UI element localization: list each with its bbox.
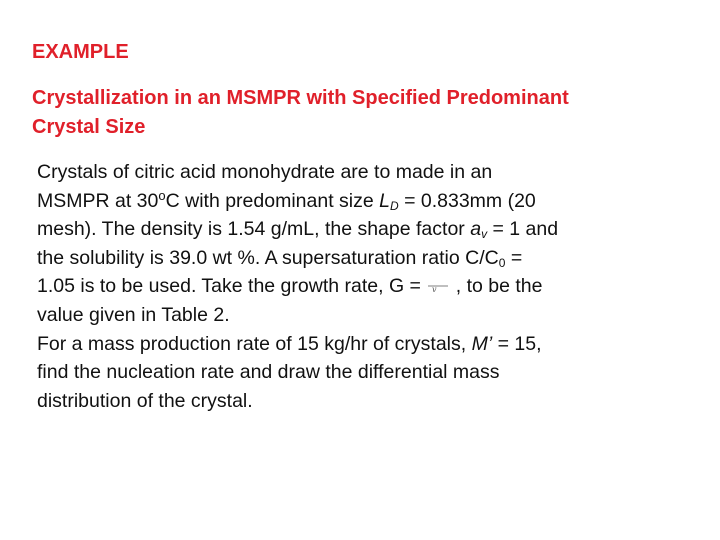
body-line-1 xyxy=(37,158,709,187)
body-text-4: the solubility is 39.0 wt %. A supersaturation ratio C/C xyxy=(37,246,499,269)
example-label: EXAMPLE xyxy=(32,41,129,63)
slide-title xyxy=(32,84,692,142)
predominant-size-subscript: D xyxy=(389,198,399,213)
body-text-5b: , to be the xyxy=(450,275,543,298)
body-line-4 xyxy=(37,244,709,273)
body-text-1: Crystals of citric acid monohydrate are to made in an xyxy=(37,161,493,183)
body-line-3 xyxy=(37,215,709,244)
body-text-4b: = xyxy=(505,246,523,269)
body-text-8: find the nucleation rate and draw the differential mass xyxy=(37,361,500,384)
body-line-7 xyxy=(37,330,709,359)
slide-title-line-1: Crystallization in an MSMPR with Specified Predominant xyxy=(32,87,569,109)
concentration-subscript: 0 xyxy=(498,255,506,270)
body-text-6: value given in Table 2. xyxy=(37,303,230,326)
body-text-3: mesh). The density is 1.54 g/mL, the shape factor xyxy=(37,218,471,241)
problem-statement xyxy=(37,158,709,415)
svg-text:v: v xyxy=(432,285,437,295)
degree-symbol: o xyxy=(158,187,166,203)
body-line-5 xyxy=(37,272,709,301)
shape-factor-symbol: a xyxy=(470,218,482,241)
body-text-7a: For a mass production rate of 15 kg/hr of crystals, xyxy=(37,332,472,355)
body-text-2c: = 0.833mm (20 xyxy=(398,189,536,212)
body-text-3b: = 1 and xyxy=(487,218,559,241)
predominant-size-symbol: L xyxy=(379,189,390,212)
body-text-7b: = 15, xyxy=(492,332,542,355)
slide-title-line-2: Crystal Size xyxy=(32,116,146,138)
body-line-9 xyxy=(37,387,709,416)
body-line-6 xyxy=(37,301,709,330)
body-text-9: distribution of the crystal. xyxy=(37,389,253,412)
shape-factor-subscript: v xyxy=(481,227,488,242)
body-line-2 xyxy=(37,187,709,216)
body-text-5a: 1.05 is to be used. Take the growth rate, G = xyxy=(37,275,427,298)
mass-production-symbol: M’ xyxy=(471,332,493,355)
body-text-2a: MSMPR at 30 xyxy=(37,189,159,212)
body-line-8 xyxy=(37,358,709,387)
growth-rate-formula-image xyxy=(426,278,450,294)
body-text-2b: C with predominant size xyxy=(165,189,380,212)
